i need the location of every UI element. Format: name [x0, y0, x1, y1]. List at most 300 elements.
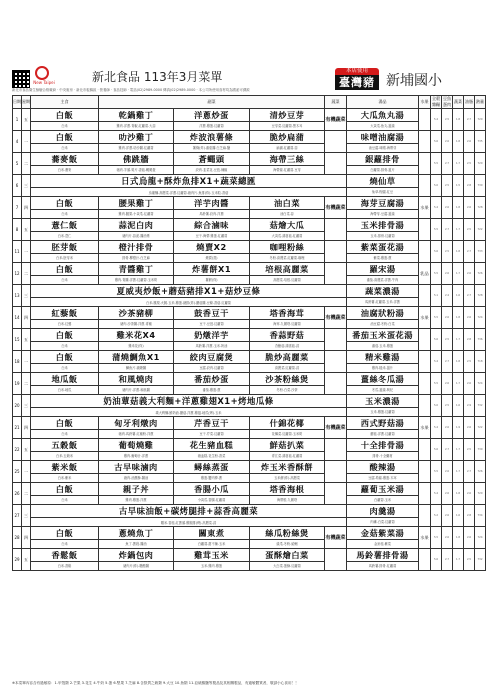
- soup-ingredients: 白蘿蔔.排骨.薑片: [347, 166, 419, 175]
- soup-dish: 金菇紫菜湯: [347, 527, 419, 540]
- weekday-cell: 一: [22, 241, 31, 263]
- nutrition-cell: 1.6: [453, 285, 464, 307]
- main-ingredients: 雞肉.洋蔥.青椒.紅蘿蔔.大蒜: [99, 122, 174, 131]
- side2-ingredients: 高麗菜.培根.紅蘿蔔: [250, 276, 325, 285]
- nutrition-cell: 730: [475, 439, 486, 461]
- nutrition-cell: 735: [475, 131, 486, 153]
- nutrition-cell: 1.6: [453, 395, 464, 417]
- side1-ingredients: 洋蔥.雞蛋.紅蘿蔔: [174, 122, 250, 131]
- main-dish: 親子丼: [99, 483, 174, 496]
- nutrition-cell: 2.5: [442, 109, 453, 131]
- side-dish-1: 雞茸玉米: [174, 549, 250, 562]
- side-dish-2: 脆炒高麗菜: [250, 351, 325, 364]
- ingredient-row: [13, 188, 486, 197]
- header-row: [13, 96, 486, 109]
- soup-ingredients: 雞肉.糙米.薑片: [347, 364, 419, 373]
- staple-ingredients: 白米: [31, 210, 99, 219]
- date-cell: 20: [13, 395, 22, 417]
- nutrition-cell: 2.6: [442, 417, 453, 439]
- side-dish-2: 沙茶粉絲煲: [250, 373, 325, 386]
- side-dish-1: 絞肉豆腐煲: [174, 351, 250, 364]
- main-ingredients: 雞肉.青醬.洋蔥.紅蘿蔔.玉米筍: [99, 276, 174, 285]
- main-dish: 青醬雞丁: [99, 263, 174, 276]
- side2-ingredients: 扁蒲.紅蘿蔔.蒜: [250, 144, 325, 153]
- nutrition-cell: 2.6: [442, 373, 453, 395]
- nutrition-cell: 1.7: [453, 153, 464, 175]
- school-name: 新埔國小: [386, 73, 442, 89]
- ingredient-row: [13, 232, 486, 241]
- weekday-cell: 五: [22, 329, 31, 351]
- date-cell: 26: [13, 483, 22, 505]
- main-dish: 腰果雞丁: [99, 197, 174, 210]
- special-ingredients: 烏龍麵.高麗菜.洋蔥.紅蘿蔔.豬肉片.魚排(炸).玉米粒.香菇: [31, 188, 347, 197]
- fruit-cell: [419, 439, 431, 461]
- side1-ingredients: 番茄.雞蛋.蔥: [174, 386, 250, 395]
- ingredient-row: [13, 474, 486, 483]
- taiwan-pork-badge: [335, 68, 379, 90]
- fruit-cell: [419, 373, 431, 395]
- main-ingredients: 豬肉.油蔥酥.醬油: [99, 474, 174, 483]
- nutrition-cell: 5.6: [431, 439, 442, 461]
- logo-text: New Taipei: [33, 80, 55, 85]
- soup-dish: 西式野菇湯: [347, 417, 419, 430]
- nutrition-cell: 5.6: [431, 131, 442, 153]
- nutrition-cell: 720: [475, 153, 486, 175]
- nutrition-cell: 2.7: [464, 109, 475, 131]
- soup-ingredients: 番茄.玉米.雞蛋: [347, 342, 419, 351]
- veg-cell: 有機蔬菜: [325, 417, 347, 439]
- main-dish: 叻沙雞丁: [99, 131, 174, 144]
- weekday-cell: 四: [22, 417, 31, 439]
- nutrition-cell: 736: [475, 329, 486, 351]
- weekday-cell: 四: [22, 197, 31, 219]
- company-logo: [32, 66, 54, 86]
- ingredient-row: [13, 144, 486, 153]
- soup-dish: 銀蘿排骨: [347, 153, 419, 166]
- special-meal: 奶油蕈菇義大利麵+洋蔥雞翅X1+烤地瓜條: [31, 395, 347, 408]
- staple-dish: 白飯: [31, 417, 99, 430]
- nutrition-cell: 5.0: [431, 395, 442, 417]
- soup-dish: 酸辣湯: [347, 461, 419, 474]
- side-dish-2: 蛋酥燴白菜: [250, 549, 325, 562]
- nutrition-cell: 1.6: [453, 505, 464, 527]
- main-ingredients: 魚丁.蔥段.醬油: [99, 540, 174, 549]
- ingredient-row: [13, 518, 486, 527]
- side-dish-2: 香蒜野菇: [250, 329, 325, 342]
- date-cell: 29: [13, 549, 22, 571]
- nutrition-cell: 2.6: [464, 373, 475, 395]
- side-dish-2: 脆炒扁蒲: [250, 131, 325, 144]
- side1-ingredients: 豆腐.絞肉.紅蘿蔔: [174, 364, 250, 373]
- table-row: [13, 241, 486, 254]
- veg-cell: [325, 549, 347, 571]
- side-dish-2: 培根高麗菜: [250, 263, 325, 276]
- table-row: [13, 417, 486, 430]
- table-row: [13, 131, 486, 144]
- nutrition-cell: 5.4: [431, 197, 442, 219]
- staple-dish: 白飯: [31, 197, 99, 210]
- soup-dish: 油腐狀粉湯: [347, 307, 419, 320]
- soup-dish: 紫菜蛋花湯: [347, 241, 419, 254]
- ingredient-row: [13, 364, 486, 373]
- staple-ingredients: 白米: [31, 122, 99, 131]
- menu-table: [12, 95, 486, 571]
- veg-cell: 有機蔬菜: [325, 197, 347, 219]
- side-dish-2: 絲瓜粉絲煲: [250, 527, 325, 540]
- nutrition-cell: 2.5: [464, 351, 475, 373]
- nutrition-cell: 5.5: [431, 373, 442, 395]
- staple-ingredients: 白米.紫米: [31, 474, 99, 483]
- side1-ingredients: 薯條(炸).番茄醬.白芝麻.鹽: [174, 144, 250, 153]
- nutrition-cell: 2.5: [442, 329, 453, 351]
- ingredient-row: [13, 320, 486, 329]
- weekday-cell: 一: [22, 351, 31, 373]
- soup-ingredients: 冬瓜.薑絲.枸杞: [347, 386, 419, 395]
- nutrition-cell: 2.6: [464, 131, 475, 153]
- staple-ingredients: 白米: [31, 342, 99, 351]
- ingredient-row: [13, 408, 486, 417]
- main-dish: 橙汁排骨: [99, 241, 174, 254]
- main-dish: 乾鍋雞丁: [99, 109, 174, 122]
- nutrition-cell: 1.8: [453, 241, 464, 263]
- side-dish-2: 咖哩粉絲: [250, 241, 325, 254]
- date-cell: 11: [13, 241, 22, 263]
- nutrition-cell: 5.4: [431, 417, 442, 439]
- nutrition-cell: 2.6: [442, 197, 453, 219]
- nutrition-cell: 1.8: [453, 197, 464, 219]
- table-row: [13, 373, 486, 386]
- nutrition-cell: 2.8: [464, 175, 475, 197]
- col-protein: 豆魚蛋肉: [443, 96, 451, 107]
- nutrition-cell: 718: [475, 351, 486, 373]
- side1-ingredients: 燒賣(蒸): [174, 254, 250, 263]
- nutrition-cell: 724: [475, 527, 486, 549]
- company-fine-print: 新北市食品衛生檢驗合格廠商 ‧ 中央廚房 ‧ 新北市板橋區 ‧ 營養師 ‧ 食品技師 ‧ 電話(02)2989-0000 傳真(02)2989-0000 ‧ 本公司所使用食材均為國產可溯源: [12, 88, 250, 92]
- soup-ingredients: 番茄.高麗菜.洋蔥.牛肉: [347, 276, 419, 285]
- soup-ingredients: 玉米.雞蛋.紅蘿蔔: [347, 408, 419, 417]
- main-dish: 雞米花X4: [99, 329, 174, 342]
- side-dish-2: 海帶三絲: [250, 153, 325, 166]
- ingredient-row: [13, 386, 486, 395]
- table-row: [13, 439, 486, 452]
- side2-ingredients: 油白菜.蒜: [250, 210, 325, 219]
- main-dish: 甸牙利燉肉: [99, 417, 174, 430]
- table-row: [13, 351, 486, 364]
- badge-main-text: 臺灣豬: [335, 75, 379, 90]
- veg-cell: [325, 439, 347, 461]
- special-ingredients: 義大利麵.鮮奶油.蘑菇.洋蔥.雞翅.地瓜(烤).玉米: [31, 408, 347, 417]
- weekday-cell: 四: [22, 527, 31, 549]
- soup-ingredients: 仙草.粉圓.紅豆: [347, 188, 419, 197]
- nutrition-cell: 5.1: [431, 285, 442, 307]
- ingredient-row: [13, 254, 486, 263]
- col-weekday: 星期: [22, 96, 31, 109]
- fruit-cell: [419, 153, 431, 175]
- veg-cell: 有機蔬菜: [325, 527, 347, 549]
- soup-dish: 薑絲冬瓜湯: [347, 373, 419, 386]
- soup-dish: 玉米排骨湯: [347, 219, 419, 232]
- staple-dish: 白飯: [31, 351, 99, 364]
- nutrition-cell: 1.8: [453, 131, 464, 153]
- table-row: [13, 461, 486, 474]
- side2-ingredients: 高麗菜.紅蘿蔔.蒜: [250, 364, 325, 373]
- nutrition-cell: 2.7: [442, 439, 453, 461]
- nutrition-cell: 734: [475, 505, 486, 527]
- main-dish: 炸鍋包肉: [99, 549, 174, 562]
- date-cell: 18: [13, 351, 22, 373]
- staple-ingredients: 白米: [31, 540, 99, 549]
- staple-ingredients: 白米.五穀米: [31, 452, 99, 461]
- date-cell: 7: [13, 197, 22, 219]
- nutrition-cell: 733: [475, 241, 486, 263]
- fruit-cell: [419, 241, 431, 263]
- soup-dish: 蔬菜濃湯: [347, 285, 419, 298]
- weekday-cell: 五: [22, 549, 31, 571]
- side-dish-2: 塔香海茸: [250, 307, 325, 320]
- special-row: [13, 175, 486, 188]
- nutrition-cell: 5.5: [431, 307, 442, 329]
- nutrition-cell: 1.8: [453, 527, 464, 549]
- ingredient-row: [13, 276, 486, 285]
- fruit-cell: 水果: [419, 417, 431, 439]
- nutrition-cell: 2.8: [464, 329, 475, 351]
- col-grain: 全榖雜糧: [432, 96, 440, 107]
- staple-ingredients: 白米: [31, 144, 99, 153]
- main-ingredients: 豬肉片(炸).糖醋醬: [99, 562, 174, 571]
- side-dish-1: 關東煮: [174, 527, 250, 540]
- nutrition-cell: 5.6: [431, 241, 442, 263]
- side-dish-1: 洋芋肉醬: [174, 197, 250, 210]
- nutrition-cell: 722: [475, 417, 486, 439]
- ingredient-row: [13, 298, 486, 307]
- nutrition-cell: 1.7: [453, 461, 464, 483]
- nutrition-cell: 1.9: [453, 417, 464, 439]
- side2-ingredients: 青江菜.鴻喜菇.紅蘿蔔: [250, 452, 325, 461]
- nutrition-cell: 5.4: [431, 351, 442, 373]
- side-dish-2: 清炒豆芽: [250, 109, 325, 122]
- side-dish-1: 洋蔥炒蛋: [174, 109, 250, 122]
- soup-ingredients: 馬鈴薯.排骨.紅蘿蔔: [347, 562, 419, 571]
- side-dish-1: 炸薯餅X1: [174, 263, 250, 276]
- nutrition-cell: 722: [475, 219, 486, 241]
- side-dish-2: 菇燴大瓜: [250, 219, 325, 232]
- nutrition-cell: 2.5: [464, 439, 475, 461]
- nutrition-cell: 2.7: [442, 351, 453, 373]
- fruit-cell: [419, 285, 431, 307]
- nutrition-cell: 2.5: [442, 175, 453, 197]
- side1-ingredients: 豆干.豆豉.紅蘿蔔: [174, 320, 250, 329]
- side-dish-1: 炸波浪薯條: [174, 131, 250, 144]
- side1-ingredients: 馬鈴薯.絞肉.洋蔥: [174, 210, 250, 219]
- col-veg: 蔬菜: [325, 96, 347, 109]
- weekday-cell: 三: [22, 505, 31, 527]
- staple-dish: 白飯: [31, 109, 99, 122]
- main-dish: 蒲燒鯛魚X1: [99, 351, 174, 364]
- nutrition-cell: 720: [475, 109, 486, 131]
- soup-ingredients: 豆腐.筍絲.雞蛋.木耳: [347, 474, 419, 483]
- side1-ingredients: 玉米.雞肉.雞蛋: [174, 562, 250, 571]
- table-row: [13, 109, 486, 122]
- soup-ingredients: 金針菇.紫菜: [347, 540, 419, 549]
- nutrition-cell: 1.7: [453, 373, 464, 395]
- veg-cell: 有機蔬菜: [325, 307, 347, 329]
- ingredient-row: [13, 540, 486, 549]
- ingredient-row: [13, 342, 486, 351]
- nutrition-cell: 2.5: [464, 153, 475, 175]
- table-row: [13, 307, 486, 320]
- nutrition-cell: 1.7: [453, 263, 464, 285]
- main-ingredients: 鯛魚片.蒲燒醬: [99, 364, 174, 373]
- veg-cell: [325, 351, 347, 373]
- weekday-cell: 一: [22, 131, 31, 153]
- col-sides: 副菜: [99, 96, 325, 109]
- table-row: [13, 153, 486, 166]
- veg-cell: 有機蔬菜: [325, 109, 347, 131]
- nutrition-cell: 2.6: [442, 131, 453, 153]
- table-row: [13, 197, 486, 210]
- staple-ingredients: 白米.薏仁: [31, 232, 99, 241]
- weekday-cell: 五: [22, 219, 31, 241]
- nutrition-cell: 2.6: [442, 263, 453, 285]
- veg-cell: [325, 219, 347, 241]
- veg-cell: [325, 373, 347, 395]
- soup-ingredients: 油豆腐.味噌.海帶芽: [347, 144, 419, 153]
- side-dish-1: 花生豬血糕: [174, 439, 250, 452]
- nutrition-cell: 2.7: [464, 461, 475, 483]
- date-cell: 8: [13, 219, 22, 241]
- side-dish-1: 蟳絲蒸蛋: [174, 461, 250, 474]
- nutrition-cell: 1.7: [453, 329, 464, 351]
- nutrition-cell: 2.7: [464, 241, 475, 263]
- soup-dish: 海芽豆腐湯: [347, 197, 419, 210]
- nutrition-cell: 2.9: [464, 395, 475, 417]
- veg-cell: [325, 329, 347, 351]
- side2-ingredients: 海茸.九層塔.紅蘿蔔: [250, 320, 325, 329]
- fruit-cell: 乳品: [419, 263, 431, 285]
- main-ingredients: 豬肉.馬鈴薯.紅椒粉.洋蔥: [99, 430, 174, 439]
- main-dish: 沙茶豬柳: [99, 307, 174, 320]
- staple-ingredients: 白米.香鬆: [31, 562, 99, 571]
- nutrition-cell: 730: [475, 175, 486, 197]
- nutrition-cell: 5.0: [431, 175, 442, 197]
- soup-dish: 蘿蔔玉米湯: [347, 483, 419, 496]
- badge-top-text: 本店使用: [335, 68, 379, 75]
- fruit-cell: [419, 461, 431, 483]
- side1-ingredients: 豬血糕.花生粉.香菜: [174, 452, 250, 461]
- main-ingredients: 雞肉.洋蔥.叻沙醬.紅蘿蔔: [99, 144, 174, 153]
- side-dish-1: 鼓香豆干: [174, 307, 250, 320]
- nutrition-cell: 2.6: [464, 197, 475, 219]
- side2-ingredients: 花椰菜.紅蘿蔔.玉米筍: [250, 430, 325, 439]
- date-cell: 21: [13, 417, 22, 439]
- nutrition-cell: 2.6: [464, 263, 475, 285]
- nutrition-cell: 5.4: [431, 109, 442, 131]
- staple-ingredients: 白米.蕎麥: [31, 166, 99, 175]
- nutrition-cell: 5.6: [431, 549, 442, 571]
- col-calories: 熱量: [475, 96, 486, 109]
- nutrition-cell: 732: [475, 549, 486, 571]
- date-cell: 22: [13, 439, 22, 461]
- nutrition-cell: 1.7: [453, 549, 464, 571]
- soup-ingredients: 肉羹.白菜.紅蘿蔔: [347, 518, 419, 527]
- soup-ingredients: 排骨.十全藥材: [347, 452, 419, 461]
- side-dish-2: 油白菜: [250, 197, 325, 210]
- ingredient-row: [13, 210, 486, 219]
- weekday-cell: 五: [22, 109, 31, 131]
- weekday-cell: 三: [22, 175, 31, 197]
- side2-ingredients: 海帶絲.紅蘿蔔.豆芽: [250, 166, 325, 175]
- staple-dish: 白飯: [31, 483, 99, 496]
- soup-ingredients: 海帶芽.豆腐.薑絲: [347, 210, 419, 219]
- staple-ingredients: 白米.胚芽米: [31, 254, 99, 263]
- col-staple: 主食: [31, 96, 99, 109]
- ingredient-row: [13, 452, 486, 461]
- nutrition-cell: 726: [475, 461, 486, 483]
- staple-dish: 地瓜飯: [31, 373, 99, 386]
- table-row: [13, 263, 486, 276]
- special-row: [13, 395, 486, 408]
- date-cell: 25: [13, 461, 22, 483]
- logo-icon: [35, 66, 49, 80]
- nutrition-cell: 1.5: [453, 175, 464, 197]
- date-cell: 5: [13, 153, 22, 175]
- nutrition-cell: 2.7: [442, 153, 453, 175]
- side-dish-2: 鮮菇扒菜: [250, 439, 325, 452]
- nutrition-cell: 1.8: [453, 483, 464, 505]
- date-cell: 27: [13, 505, 22, 527]
- staple-dish: 薏仁飯: [31, 219, 99, 232]
- nutrition-cell: 2.7: [464, 285, 475, 307]
- staple-ingredients: 白米.紅藜: [31, 320, 99, 329]
- side2-ingredients: 絲瓜.冬粉.蛤蜊: [250, 540, 325, 549]
- nutrition-cell: 5.6: [431, 329, 442, 351]
- side1-ingredients: 絞肉.韭菜花.豆豉.辣椒: [174, 166, 250, 175]
- ingredient-row: [13, 122, 486, 131]
- nutrition-cell: 1.7: [453, 439, 464, 461]
- fruit-cell: 水果: [419, 307, 431, 329]
- staple-dish: 五穀飯: [31, 439, 99, 452]
- staple-ingredients: 白米: [31, 364, 99, 373]
- menu-header: [0, 0, 495, 92]
- weekday-cell: 五: [22, 439, 31, 461]
- weekday-cell: 三: [22, 285, 31, 307]
- veg-cell: [325, 461, 347, 483]
- nutrition-cell: 5.5: [431, 263, 442, 285]
- nutrition-cell: 5.5: [431, 527, 442, 549]
- nutrition-cell: 724: [475, 373, 486, 395]
- fruit-cell: [419, 109, 431, 131]
- nutrition-cell: 728: [475, 197, 486, 219]
- side-dish-1: 綜合滷味: [174, 219, 250, 232]
- weekday-cell: 四: [22, 307, 31, 329]
- weekday-cell: 一: [22, 461, 31, 483]
- nutrition-cell: 726: [475, 263, 486, 285]
- soup-dish: 馬鈴薯排骨湯: [347, 549, 419, 562]
- main-dish: 葡萄燒雞: [99, 439, 174, 452]
- side1-ingredients: 雞蛋.蟹肉棒.蔥: [174, 474, 250, 483]
- soup-ingredients: 玉米.排骨.紅蘿蔔: [347, 232, 419, 241]
- date-cell: 6: [13, 175, 22, 197]
- nutrition-cell: 2.6: [464, 307, 475, 329]
- nutrition-cell: 2.8: [464, 505, 475, 527]
- nutrition-cell: 2.6: [442, 307, 453, 329]
- qr-code-icon[interactable]: [12, 70, 30, 88]
- staple-dish: 香鬆飯: [31, 549, 99, 562]
- side1-ingredients: 豆干.海帶.雞蛋.紅蘿蔔: [174, 232, 250, 241]
- fruit-cell: [419, 219, 431, 241]
- soup-dish: 肉羹湯: [347, 505, 419, 518]
- side1-ingredients: 馬鈴薯.洋蔥.玉米.奶油: [174, 342, 250, 351]
